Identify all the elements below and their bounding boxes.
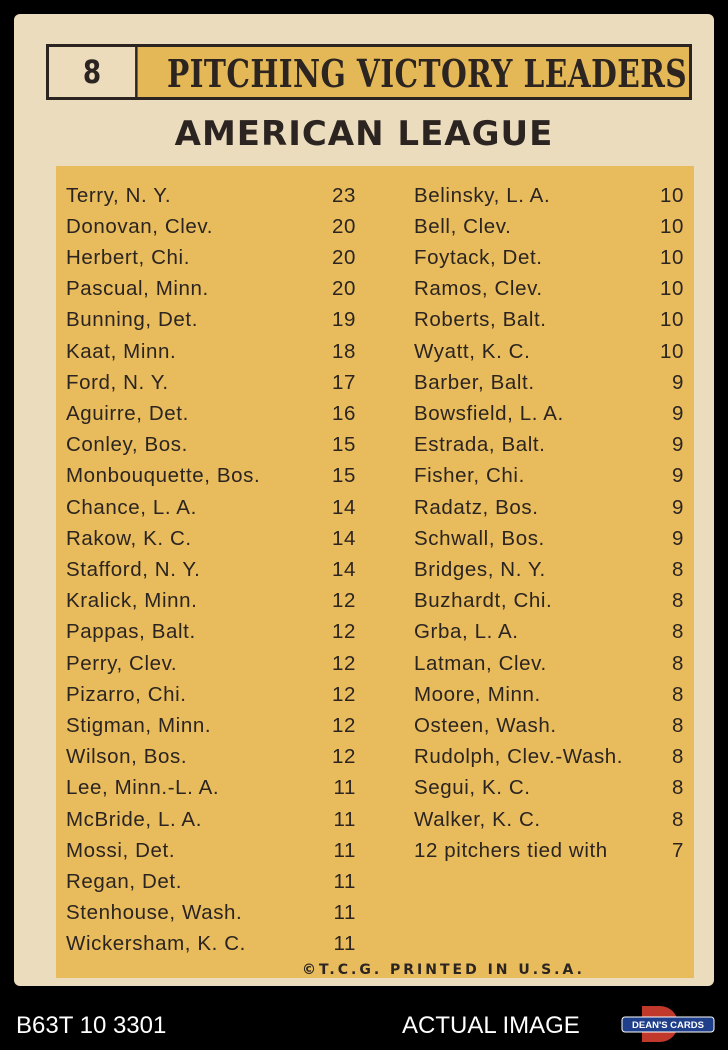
baseball-card-back (14, 14, 714, 986)
pitcher-name: Stafford, N. Y. (66, 557, 201, 581)
victory-count: 8 (671, 776, 684, 800)
pitcher-name: Belinsky, L. A. (414, 183, 551, 207)
victory-count: 20 (331, 245, 356, 269)
victory-count: 16 (331, 401, 356, 425)
leader-row (414, 367, 684, 398)
leader-row (66, 773, 356, 804)
victory-count: 8 (671, 682, 684, 706)
leader-row (414, 398, 684, 429)
leader-row (66, 835, 356, 866)
victory-count: 12 (331, 620, 356, 644)
pitcher-name: Monbouquette, Bos. (66, 464, 261, 488)
leader-row (414, 554, 684, 585)
leader-row (66, 430, 356, 461)
leader-row (414, 211, 684, 242)
victory-count: 11 (333, 838, 356, 862)
pitcher-name: Buzhardt, Chi. (414, 589, 553, 613)
leader-row (66, 648, 356, 679)
pitcher-name: Segui, K. C. (414, 776, 531, 800)
victory-count: 14 (331, 495, 356, 519)
leader-row (66, 742, 356, 773)
victory-count: 8 (671, 651, 684, 675)
pitcher-name: Schwall, Bos. (414, 526, 545, 550)
pitcher-name: Wickersham, K. C. (66, 932, 246, 956)
victory-count: 12 (331, 682, 356, 706)
victory-count: 8 (671, 620, 684, 644)
leader-row (66, 461, 356, 492)
victory-count: 20 (331, 214, 356, 238)
pitcher-name: Ramos, Clev. (414, 277, 543, 301)
pitcher-name: Foytack, Det. (414, 245, 543, 269)
victory-count: 12 (331, 745, 356, 769)
pitcher-name: Rudolph, Clev.-Wash. (414, 745, 624, 769)
victory-count: 15 (331, 464, 356, 488)
pitcher-name: Osteen, Wash. (414, 713, 557, 737)
leader-row (414, 180, 684, 211)
victory-count: 8 (671, 713, 684, 737)
victory-count: 9 (671, 370, 684, 394)
leader-row (414, 617, 684, 648)
leader-row (414, 242, 684, 273)
victory-count: 19 (331, 308, 356, 332)
leader-row (414, 648, 684, 679)
victory-count: 17 (331, 370, 356, 394)
leader-row (66, 710, 356, 741)
pitcher-name: Bell, Clev. (414, 214, 512, 238)
leader-row (414, 835, 684, 866)
pitcher-name: Pascual, Minn. (66, 277, 209, 301)
pitcher-name: McBride, L. A. (66, 807, 203, 831)
leader-row (66, 898, 356, 929)
victory-count: 9 (671, 526, 684, 550)
deans-cards-logo (620, 1004, 716, 1044)
leader-row (66, 367, 356, 398)
pitcher-name: Aguirre, Det. (66, 401, 189, 425)
victory-count: 9 (671, 464, 684, 488)
victory-count: 10 (659, 277, 684, 301)
leader-row (66, 554, 356, 585)
leader-row (66, 679, 356, 710)
leader-row (414, 274, 684, 305)
stats-panel (56, 166, 694, 978)
victory-count: 12 (331, 651, 356, 675)
pitcher-name: Rakow, K. C. (66, 526, 192, 550)
leader-row (414, 523, 684, 554)
pitcher-name: Chance, L. A. (66, 495, 197, 519)
victory-count: 23 (331, 183, 356, 207)
victory-count: 8 (671, 745, 684, 769)
pitcher-name: 12 pitchers tied with (414, 838, 608, 862)
pitcher-name: Terry, N. Y. (66, 183, 172, 207)
victory-count: 9 (671, 495, 684, 519)
printed-in-usa-footer: ©T.C.G. PRINTED IN U.S.A. (302, 962, 585, 978)
victory-count: 10 (659, 245, 684, 269)
pitcher-name: Radatz, Bos. (414, 495, 539, 519)
pitcher-name: Barber, Balt. (414, 370, 535, 394)
pitcher-name: Bridges, N. Y. (414, 557, 546, 581)
leader-row (66, 492, 356, 523)
pitcher-name: Roberts, Balt. (414, 308, 547, 332)
pitcher-name: Estrada, Balt. (414, 433, 546, 457)
victory-count: 8 (671, 807, 684, 831)
victory-count: 15 (331, 433, 356, 457)
leader-row (66, 398, 356, 429)
victory-count: 10 (659, 183, 684, 207)
victory-count: 11 (333, 932, 356, 956)
leader-row (414, 492, 684, 523)
card-title: PITCHING VICTORY LEADERS (167, 50, 688, 96)
victory-count: 11 (333, 869, 356, 893)
leader-row (414, 586, 684, 617)
victory-count: 14 (331, 526, 356, 550)
pitcher-name: Kaat, Minn. (66, 339, 177, 363)
leader-row (414, 679, 684, 710)
pitcher-name: Stigman, Minn. (66, 713, 212, 737)
leader-row (66, 242, 356, 273)
leader-row (414, 336, 684, 367)
pitcher-name: Lee, Minn.-L. A. (66, 776, 220, 800)
victory-count: 10 (659, 308, 684, 332)
victory-count: 9 (671, 401, 684, 425)
card-header (46, 44, 692, 100)
pitcher-name: Grba, L. A. (414, 620, 519, 644)
leader-row (414, 305, 684, 336)
leader-row (414, 710, 684, 741)
actual-image-label: ACTUAL IMAGE (402, 1012, 580, 1039)
leader-row (66, 180, 356, 211)
victory-count: 9 (671, 433, 684, 457)
pitcher-name: Moore, Minn. (414, 682, 541, 706)
pitcher-name: Regan, Det. (66, 869, 182, 893)
victory-count: 18 (331, 339, 356, 363)
leader-row (414, 430, 684, 461)
victory-count: 11 (333, 807, 356, 831)
leader-row (66, 336, 356, 367)
victory-count: 7 (671, 838, 684, 862)
victory-count: 20 (331, 277, 356, 301)
pitcher-name: Stenhouse, Wash. (66, 901, 243, 925)
pitcher-name: Ford, N. Y. (66, 370, 169, 394)
victory-count: 10 (659, 339, 684, 363)
leader-row (66, 929, 356, 960)
victory-count: 10 (659, 214, 684, 238)
victory-count: 11 (333, 901, 356, 925)
victory-count: 8 (671, 557, 684, 581)
pitcher-name: Fisher, Chi. (414, 464, 525, 488)
leader-row (66, 586, 356, 617)
pitcher-name: Donovan, Clev. (66, 214, 214, 238)
pitcher-name: Perry, Clev. (66, 651, 178, 675)
league-heading: AMERICAN LEAGUE (174, 114, 554, 154)
pitcher-name: Conley, Bos. (66, 433, 188, 457)
victory-count: 12 (331, 589, 356, 613)
pitcher-name: Kralick, Minn. (66, 589, 198, 613)
pitcher-name: Wilson, Bos. (66, 745, 188, 769)
logo-text: DEAN'S CARDS (632, 1020, 704, 1031)
leader-row (414, 461, 684, 492)
leader-row (66, 523, 356, 554)
victory-count: 12 (331, 713, 356, 737)
leader-row (66, 305, 356, 336)
pitcher-name: Latman, Clev. (414, 651, 547, 675)
leader-row (66, 274, 356, 305)
pitcher-name: Pappas, Balt. (66, 620, 196, 644)
leader-row (66, 866, 356, 897)
pitcher-name: Bowsfield, L. A. (414, 401, 564, 425)
victory-count: 8 (671, 589, 684, 613)
card-number: 8 (49, 47, 138, 97)
pitcher-name: Walker, K. C. (414, 807, 541, 831)
leader-row (66, 804, 356, 835)
leader-row (66, 211, 356, 242)
inventory-code: B63T 10 3301 (16, 1012, 167, 1039)
pitcher-name: Bunning, Det. (66, 308, 199, 332)
leader-row (414, 742, 684, 773)
pitcher-name: Wyatt, K. C. (414, 339, 531, 363)
pitcher-name: Mossi, Det. (66, 838, 176, 862)
victory-count: 14 (331, 557, 356, 581)
leader-row (414, 804, 684, 835)
leader-row (414, 773, 684, 804)
pitcher-name: Herbert, Chi. (66, 245, 191, 269)
leader-row (66, 617, 356, 648)
victory-count: 11 (333, 776, 356, 800)
pitcher-name: Pizarro, Chi. (66, 682, 187, 706)
